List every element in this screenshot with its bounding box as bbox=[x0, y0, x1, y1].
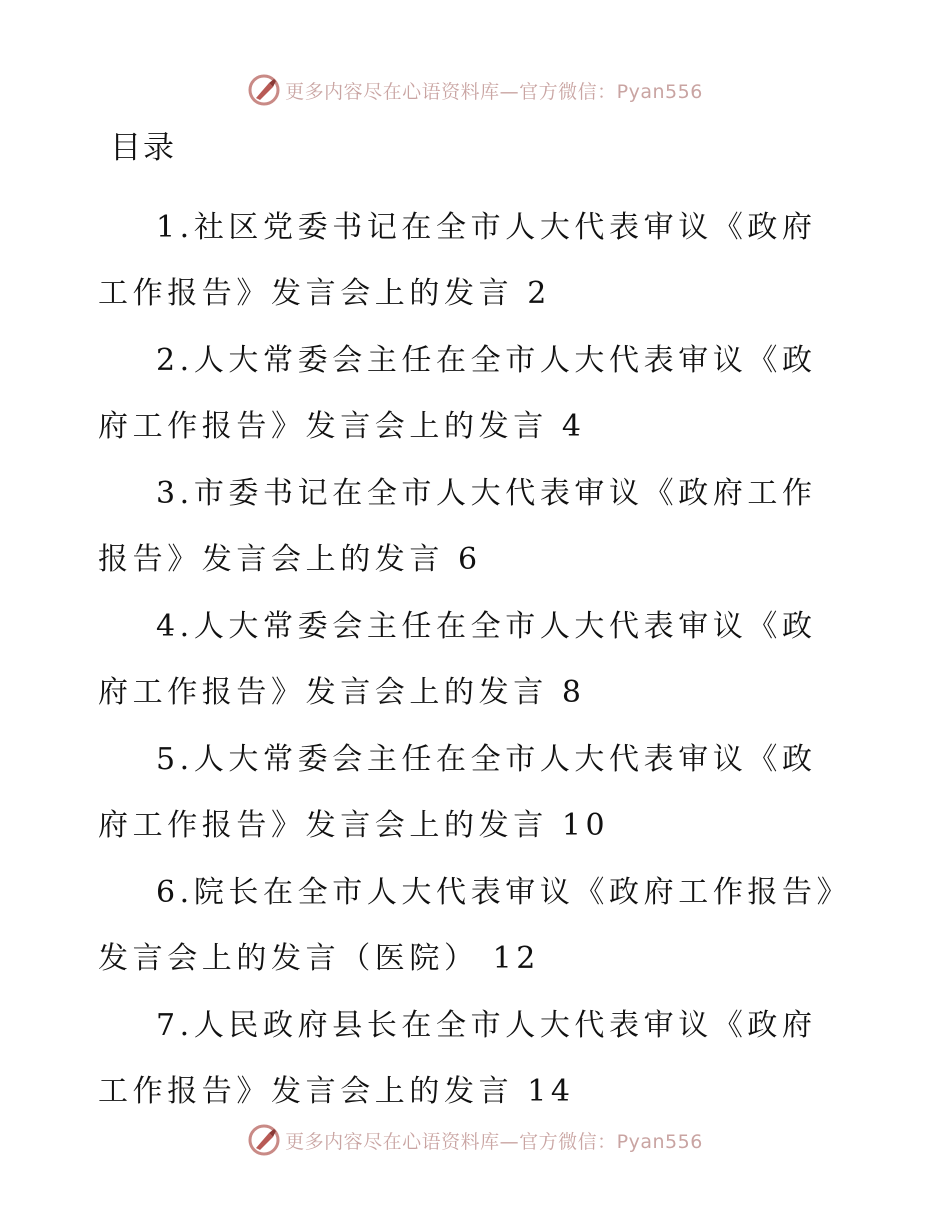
toc-entry[interactable] bbox=[98, 461, 843, 593]
pen-nib-logo-icon bbox=[247, 73, 281, 107]
watermark-text: 更多内容尽在心语资料库—官方微信：Pyan556 bbox=[285, 80, 703, 103]
watermark-text: 更多内容尽在心语资料库—官方微信：Pyan556 bbox=[285, 1130, 703, 1153]
toc-entry-page: 8 bbox=[561, 675, 586, 710]
toc-entry[interactable] bbox=[98, 195, 843, 327]
watermark-banner-bottom bbox=[0, 1120, 950, 1160]
toc-entry-label: 4.人大常委会主任在全市人大代表审议《政府工作报告》发言会上的发言 bbox=[98, 609, 817, 710]
toc-entry-label: 6.院长在全市人大代表审议《政府工作报告》发言会上的发言（医院） bbox=[98, 875, 837, 976]
pen-nib-logo-icon bbox=[247, 1123, 281, 1157]
toc-entry-page: 6 bbox=[458, 542, 482, 577]
toc-entry-label: 2.人大常委会主任在全市人大代表审议《政府工作报告》发言会上的发言 bbox=[98, 343, 817, 444]
toc-entry-page: 4 bbox=[561, 409, 586, 444]
toc-title: 目录 bbox=[110, 130, 176, 166]
toc-entry[interactable] bbox=[98, 993, 843, 1125]
toc-entry-label: 7.人民政府县长在全市人大代表审议《政府工作报告》发言会上的发言 bbox=[98, 1008, 817, 1109]
toc-entry-page: 10 bbox=[561, 808, 610, 843]
toc-entry-label: 1.社区党委书记在全市人大代表审议《政府工作报告》发言会上的发言 bbox=[98, 210, 817, 311]
toc-entry[interactable] bbox=[98, 328, 843, 460]
toc-entry[interactable] bbox=[98, 594, 843, 726]
toc-entry-page: 12 bbox=[492, 941, 540, 976]
toc-entry-label: 5.人大常委会主任在全市人大代表审议《政府工作报告》发言会上的发言 bbox=[98, 742, 817, 843]
toc-entry-page: 14 bbox=[527, 1074, 575, 1109]
toc-list bbox=[98, 195, 843, 1126]
toc-entry-page: 2 bbox=[527, 276, 551, 311]
toc-entry[interactable] bbox=[98, 727, 843, 859]
watermark-banner-top bbox=[0, 70, 950, 110]
toc-entry-label: 3.市委书记在全市人大代表审议《政府工作报告》发言会上的发言 bbox=[98, 476, 817, 577]
toc-entry[interactable] bbox=[98, 860, 843, 992]
